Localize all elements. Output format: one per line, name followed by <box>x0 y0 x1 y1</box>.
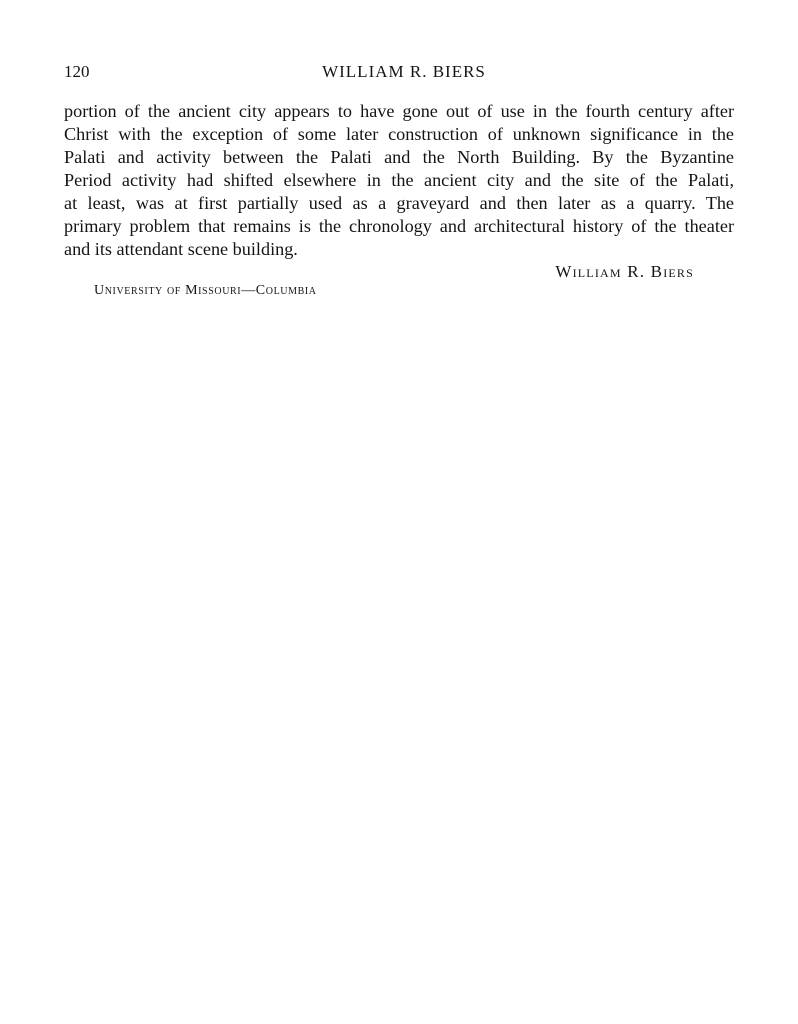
running-title: WILLIAM R. BIERS <box>322 62 486 81</box>
paragraph-line: Christ with the exception of some later construction of unknown significance in the <box>64 124 734 144</box>
paragraph-line: Palati and activity between the Palati and the North Building. By the Byzantine <box>64 147 734 167</box>
paragraph-line: portion of the ancient city appears to have gone out of use in the fourth century after <box>64 101 734 121</box>
page-number: 120 <box>64 62 90 81</box>
paragraph-line: at least, was at first partially used as a graveyard and then later as a quarry. The <box>64 193 734 213</box>
paragraph-line: Period activity had shifted elsewhere in the ancient city and the site of the Palati, <box>64 170 734 190</box>
running-header <box>64 62 734 84</box>
author-affiliation: University of Missouri—Columbia <box>94 283 317 298</box>
paragraph-line: and its attendant scene building. <box>64 239 298 259</box>
paragraph-line: primary problem that remains is the chronology and architectural history of the theater <box>64 216 734 236</box>
author-signature: William R. Biers <box>555 262 694 281</box>
body-paragraph <box>64 100 734 261</box>
